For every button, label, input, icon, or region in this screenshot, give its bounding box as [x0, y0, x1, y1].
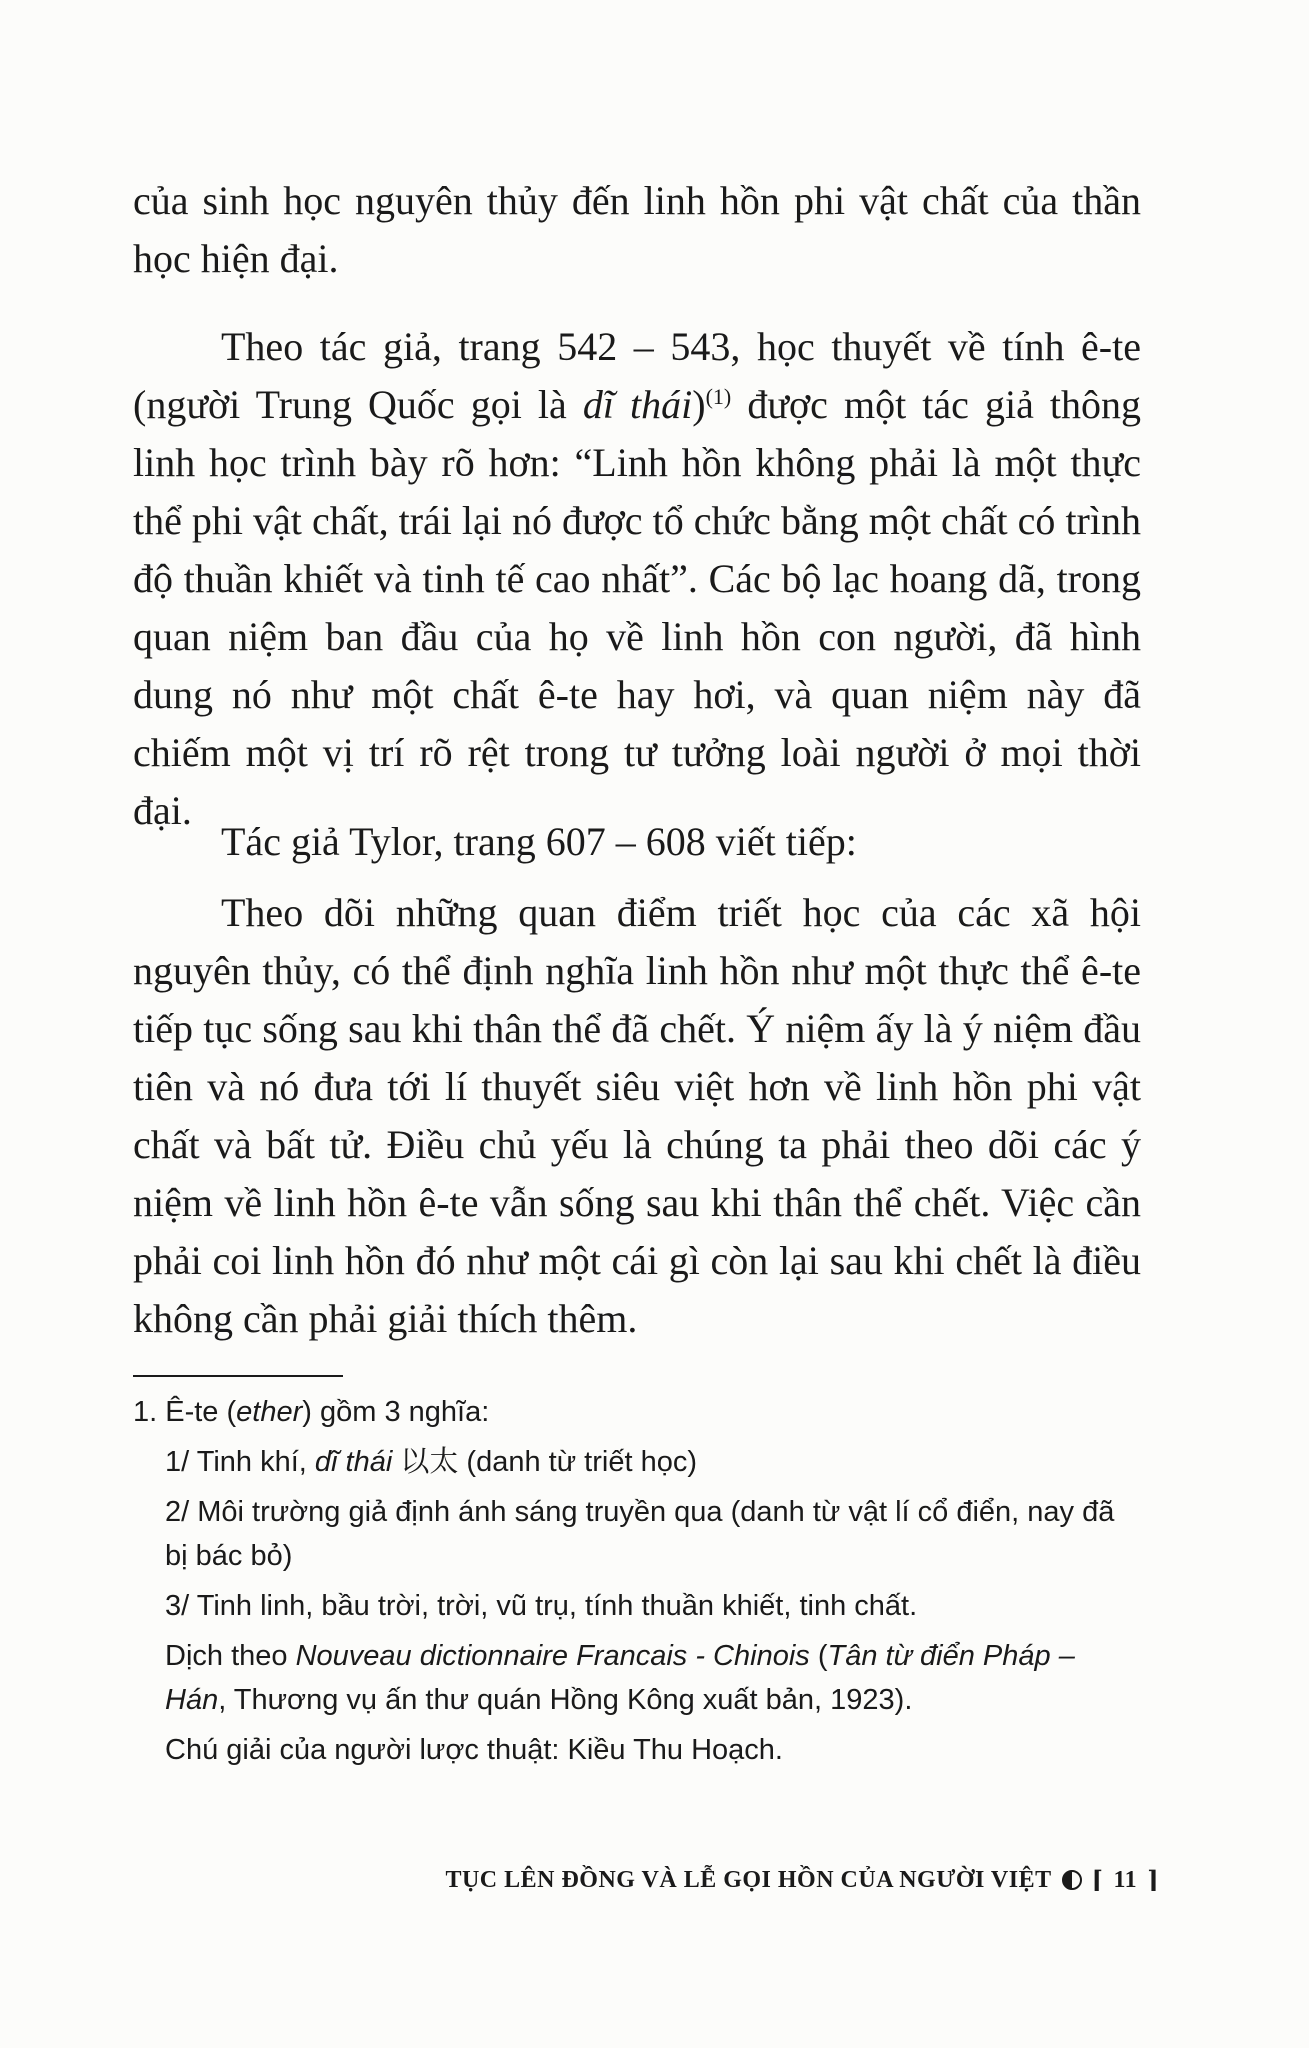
paragraph-3: [133, 813, 1141, 871]
page-number-open-bracket: ⌈: [1091, 1868, 1104, 1894]
footnote-1-italic: ether: [236, 1396, 303, 1428]
footnote-1-source: [133, 1634, 1141, 1722]
quoted-paragraph: [133, 884, 1141, 1348]
meaning-1-text-a: 1/ Tinh khí,: [165, 1446, 315, 1478]
source-text-c: , Thương vụ ấn thư quán Hồng Kông xuất bản, 1923).: [218, 1684, 913, 1716]
meaning-1-italic: dĩ thái: [314, 1446, 393, 1478]
paragraph-2: [133, 318, 1141, 840]
paragraph-3-text: Tác giả Tylor, trang 607 – 608 viết tiếp:: [221, 819, 857, 864]
source-title-french: Nouveau dictionnaire Francais - Chinois: [295, 1640, 810, 1672]
footnote-1-annotator: Chú giải của người lược thuật: Kiều Thu Hoạch.: [165, 1734, 783, 1766]
footnote-reference-1[interactable]: (1): [705, 384, 732, 409]
meaning-1-text-b: 以太 (danh từ triết học): [392, 1446, 697, 1478]
quoted-paragraph-text: Theo dõi những quan điểm triết học của các xã hội nguyên thủy, có thể định nghĩa linh hồn như một thực thể ê-te tiếp tục sống sau khi thân thể đã chết. Ý niệm ấy là ý niệm đầu tiên và nó đưa tới lí thuyết siêu việt hơn về linh hồn phi vật chất và bất tử. Điều chủ yếu là chúng ta phải theo dõi các ý niệm về linh hồn ê-te vẫn sống sau khi thân thể chết. Việc cần phải coi linh hồn đó như một cái gì còn lại sau khi chết là điều không cần phải giải thích thêm.: [133, 890, 1141, 1341]
yin-yang-icon: [1062, 1870, 1082, 1890]
source-text-a: Dịch theo: [165, 1640, 296, 1672]
paragraph-1: [133, 172, 1141, 288]
footnote-1-heading: [133, 1390, 1141, 1434]
footnote-1-meaning-3: 3/ Tinh linh, bầu trời, trời, vũ trụ, tính thuần khiết, tinh chất.: [165, 1590, 918, 1622]
page-number-close-bracket: ⌉: [1147, 1868, 1159, 1894]
paragraph-1-text: của sinh học nguyên thủy đến linh hồn phi vật chất của thần học hiện đại.: [133, 178, 1141, 281]
footnote-divider: [133, 1375, 343, 1377]
paragraph-2-text-a: Theo tác giả, trang 542 – 543, học thuyết về tính ê-te (người Trung Quốc gọi là: [133, 324, 1141, 427]
page-number: 11: [1113, 1866, 1138, 1893]
footnote-1-meaning-1: [133, 1440, 1141, 1484]
paragraph-2-close-paren: ): [692, 382, 706, 427]
footnote-1-text-b: ) gồm 3 nghĩa:: [302, 1396, 490, 1428]
source-title-vietnamese: Tân từ điển Pháp – Hán: [165, 1640, 1075, 1716]
book-title: TỤC LÊN ĐỒNG VÀ LỄ GỌI HỒN CỦA NGƯỜI VIỆT: [445, 1866, 1052, 1893]
paragraph-2-text-b: được một tác giả thông linh học trình bày rõ hơn: “Linh hồn không phải là một thực thể phi vật chất, trái lại nó được tổ chức bằng một chất có trình độ thuần khiết và tinh tế cao nhất”. Các bộ lạc hoang dã, trong quan niệm ban đầu của họ về linh hồn con người, đã hình dung nó như một chất ê-te hay hơi, và quan niệm này đã chiếm một vị trí rõ rệt trong tư tưởng loài người ở mọi thời đại.: [133, 382, 1142, 833]
running-footer: [445, 1865, 1159, 1895]
paragraph-2-italic-term: dĩ thái: [582, 382, 693, 427]
footnote-1-meaning-2: 2/ Môi trường giả định ánh sáng truyền qua (danh từ vật lí cổ điển, nay đã bị bác bỏ): [165, 1496, 1115, 1572]
footnotes: [133, 1390, 1141, 1778]
footnote-1-text-a: 1. Ê-te (: [133, 1396, 237, 1428]
source-text-b: (: [809, 1640, 828, 1672]
